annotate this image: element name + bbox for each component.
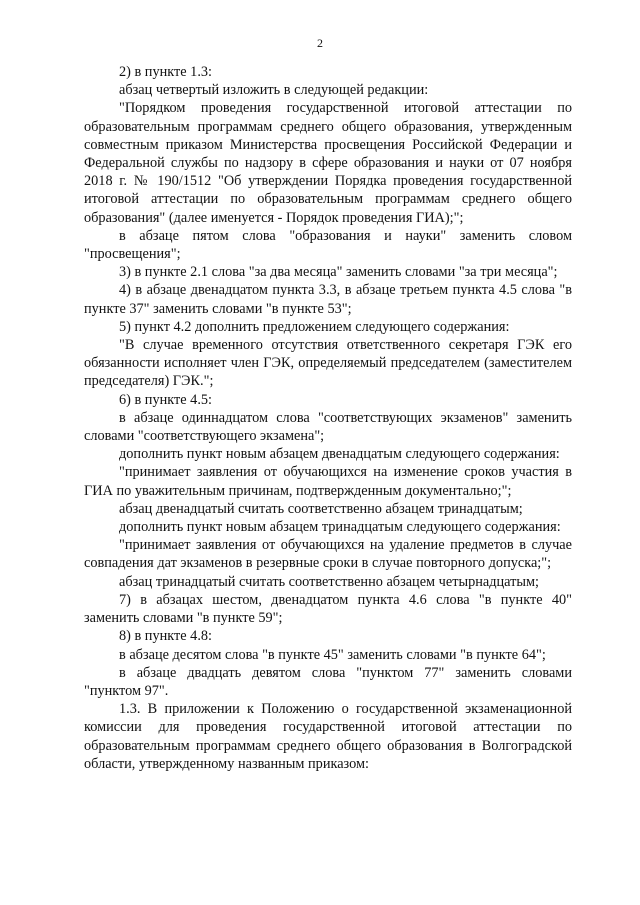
paragraph-10: в абзаце одиннадцатом слова "соответствующих экзаменов" заменить словами "соответствующего экзамена"; xyxy=(84,409,572,445)
paragraph-17: 7) в абзацах шестом, двенадцатом пункта 4.6 слова "в пункте 40" заменить словами "в пункте 59"; xyxy=(84,591,572,627)
paragraph-14: дополнить пункт новым абзацем тринадцатым следующего содержания: xyxy=(119,519,561,536)
paragraph-20: в абзаце двадцать девятом слова "пунктом 77" заменить словами "пунктом 97". xyxy=(84,664,572,699)
paragraph-3: "Порядком проведения государственной итоговой аттестации по образовательным программам среднего общего образования, утвержденным совместным приказом Министерства просвещения Российской Федерации и Федеральной службы по надзору в сфере образования и науки от 07 ноября 2018 г. № 190/1512 "Об утверждении Порядка проведения государственной итоговой аттестации по образовательным программам среднего общего образования" (далее именуется - Порядок проведения ГИА);"; xyxy=(84,100,572,226)
document-body xyxy=(84,63,572,773)
paragraph-11: дополнить пункт новым абзацем двенадцатым следующего содержания: xyxy=(119,446,560,463)
paragraph-13: абзац двенадцатый считать соответственно абзацем тринадцатым; xyxy=(119,500,523,517)
paragraph-5: 3) в пункте 2.1 слова "за два месяца" заменить словами "за три месяца"; xyxy=(119,264,558,281)
page-number: 2 xyxy=(317,36,323,50)
paragraph-16: абзац тринадцатый считать соответственно абзацем четырнадцатым; xyxy=(119,573,539,590)
paragraph-9: 6) в пункте 4.5: xyxy=(119,391,213,408)
paragraph-18: 8) в пункте 4.8: xyxy=(119,628,213,645)
paragraph-15: "принимает заявления от обучающихся на удаление предметов в случае совпадения дат экзаменов в резервные сроки в случае повторного допуска;"; xyxy=(84,537,572,572)
paragraph-21: 1.3. В приложении к Положению о государственной экзаменационной комиссии для проведения государственной итоговой аттестации по образовательным программам среднего общего образования в Волгоградской области, утвержденному названным приказом: xyxy=(84,701,572,772)
paragraph-1: 2) в пункте 1.3: xyxy=(119,64,213,80)
paragraph-4: в абзаце пятом слова "образования и науки" заменить словом "просвещения"; xyxy=(84,227,572,263)
paragraph-12: "принимает заявления от обучающихся на изменение сроков участия в ГИА по уважительным причинам, подтвержденным документально;"; xyxy=(84,464,572,499)
paragraph-7: 5) пункт 4.2 дополнить предложением следующего содержания: xyxy=(119,318,510,335)
paragraph-2: абзац четвертый изложить в следующей редакции: xyxy=(119,82,429,99)
paragraph-19: в абзаце десятом слова "в пункте 45" заменить словами "в пункте 64"; xyxy=(119,646,546,663)
paragraph-6: 4) в абзаце двенадцатом пункта 3.3, в абзаце третьем пункта 4.5 слова "в пункте 37" заменить словами "в пункте 53"; xyxy=(84,282,572,317)
paragraph-8: "В случае временного отсутствия ответственного секретаря ГЭК его обязанности исполняет член ГЭК, определяемый председателем (заместителем председателя) ГЭК."; xyxy=(84,337,572,390)
